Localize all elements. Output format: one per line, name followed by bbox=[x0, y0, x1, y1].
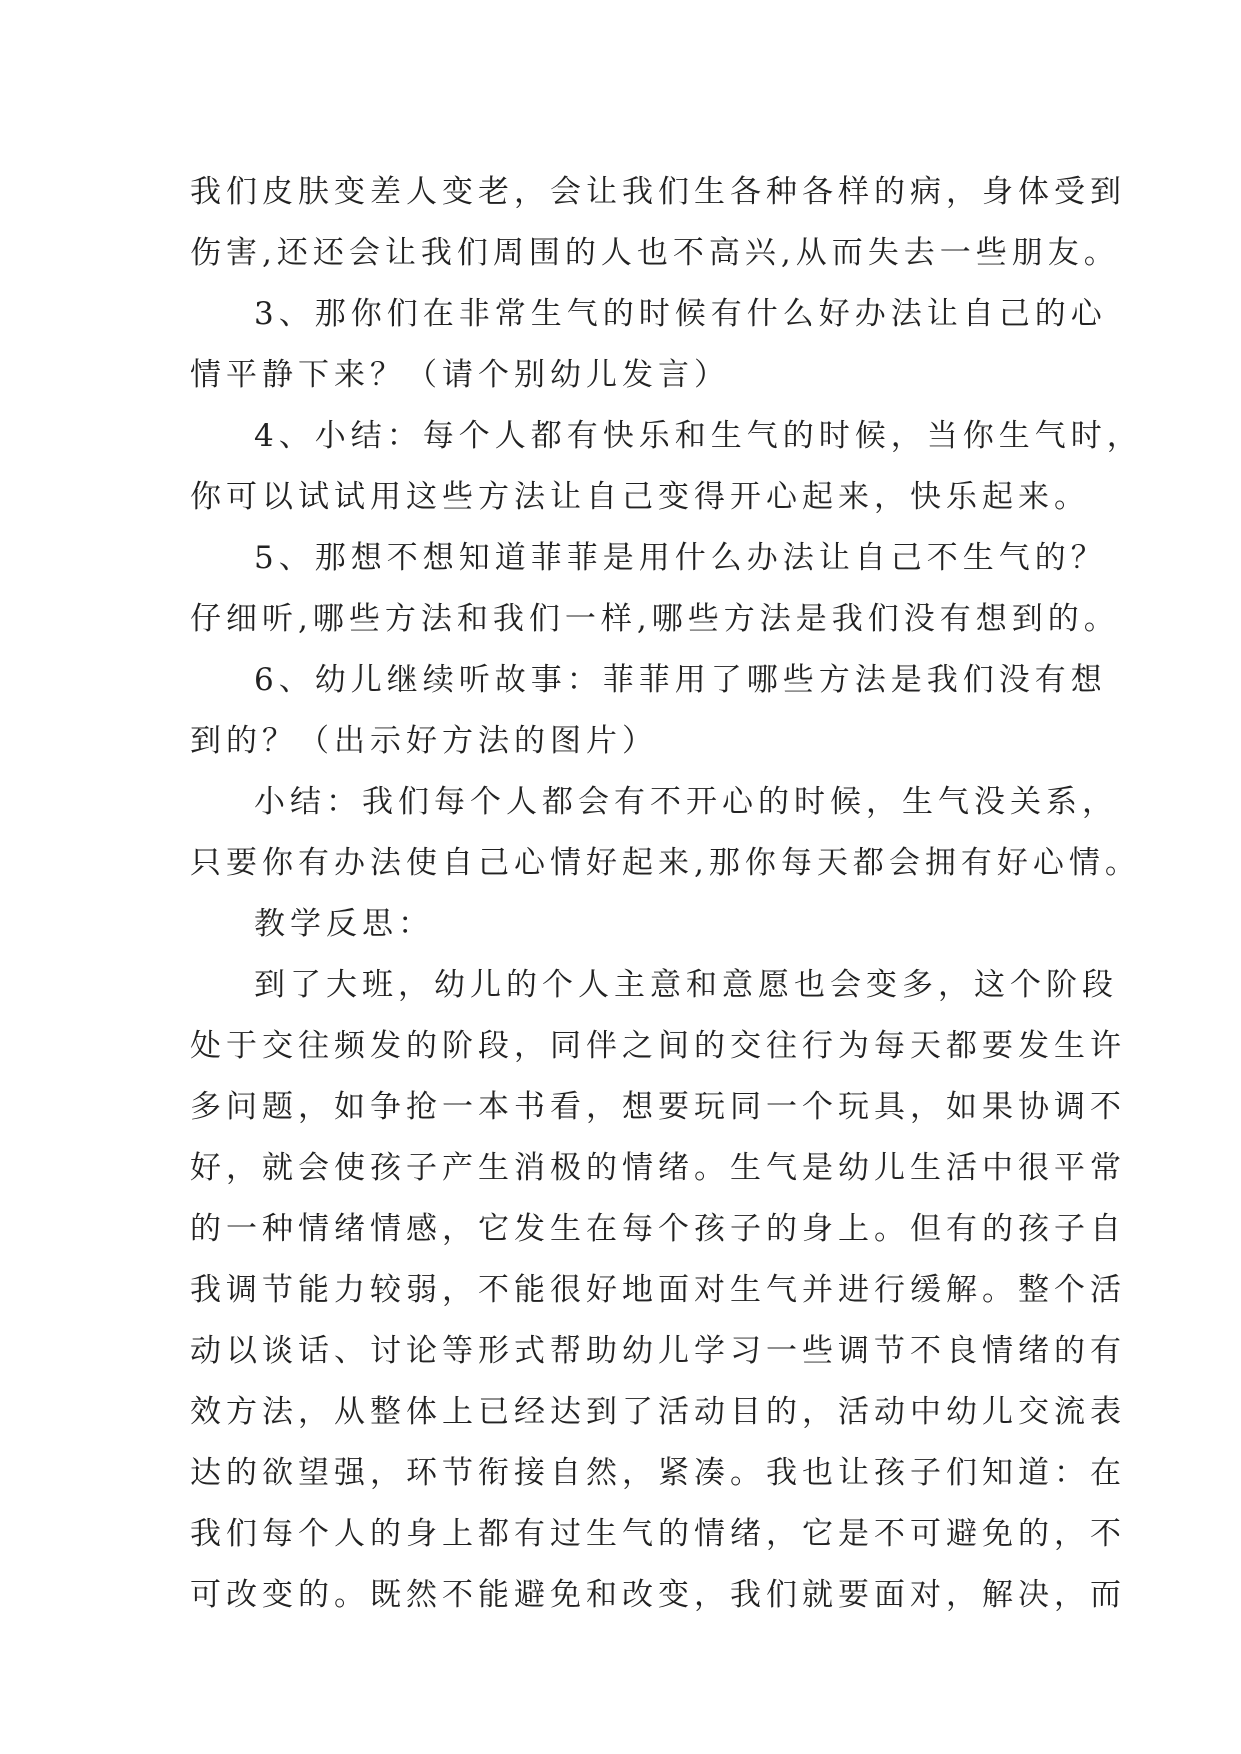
text-line: 3、那你们在非常生气的时候有什么好办法让自己的心 bbox=[254, 296, 1107, 332]
text-line: 5、那想不想知道菲菲是用什么办法让自己不生气的？ bbox=[254, 540, 1107, 576]
text-line: 到的？（出示好方法的图片） bbox=[190, 723, 658, 759]
text-line: 我们皮肤变差人变老，会让我们生各种各样的病，身体受到 bbox=[190, 174, 1126, 210]
text-line: 4、小结：每个人都有快乐和生气的时候，当你生气时， bbox=[254, 418, 1143, 454]
text-line: 多问题，如争抢一本书看，想要玩同一个玩具，如果协调不 bbox=[190, 1089, 1126, 1125]
text-line: 处于交往频发的阶段，同伴之间的交往行为每天都要发生许 bbox=[190, 1028, 1126, 1064]
text-line: 情平静下来？（请个别幼儿发言） bbox=[190, 357, 730, 393]
text-line: 伤害,还还会让我们周围的人也不高兴,从而失去一些朋友。 bbox=[190, 235, 1120, 271]
text-line: 的一种情绪情感，它发生在每个孩子的身上。但有的孩子自 bbox=[190, 1211, 1126, 1247]
text-line: 小结：我们每个人都会有不开心的时候，生气没关系， bbox=[254, 784, 1118, 820]
text-line: 仔细听,哪些方法和我们一样,哪些方法是我们没有想到的。 bbox=[190, 601, 1120, 637]
text-line: 只要你有办法使自己心情好起来,那你每天都会拥有好心情。 bbox=[190, 845, 1141, 881]
text-line: 我们每个人的身上都有过生气的情绪，它是不可避免的，不 bbox=[190, 1516, 1126, 1552]
section-heading: 教学反思： bbox=[254, 906, 434, 942]
text-line: 好，就会使孩子产生消极的情绪。生气是幼儿生活中很平常 bbox=[190, 1150, 1126, 1186]
text-line: 可改变的。既然不能避免和改变，我们就要面对，解决，而 bbox=[190, 1577, 1126, 1613]
text-line: 6、幼儿继续听故事：菲菲用了哪些方法是我们没有想 bbox=[254, 662, 1107, 698]
text-line: 达的欲望强，环节衔接自然，紧凑。我也让孩子们知道：在 bbox=[190, 1455, 1126, 1491]
text-line: 到了大班，幼儿的个人主意和意愿也会变多，这个阶段 bbox=[254, 967, 1118, 1003]
text-line: 你可以试试用这些方法让自己变得开心起来，快乐起来。 bbox=[190, 479, 1090, 515]
document-body bbox=[190, 162, 1143, 1626]
text-line: 效方法，从整体上已经达到了活动目的，活动中幼儿交流表 bbox=[190, 1394, 1126, 1430]
text-line: 动以谈话、讨论等形式帮助幼儿学习一些调节不良情绪的有 bbox=[190, 1333, 1126, 1369]
text-line: 我调节能力较弱，不能很好地面对生气并进行缓解。整个活 bbox=[190, 1272, 1126, 1308]
